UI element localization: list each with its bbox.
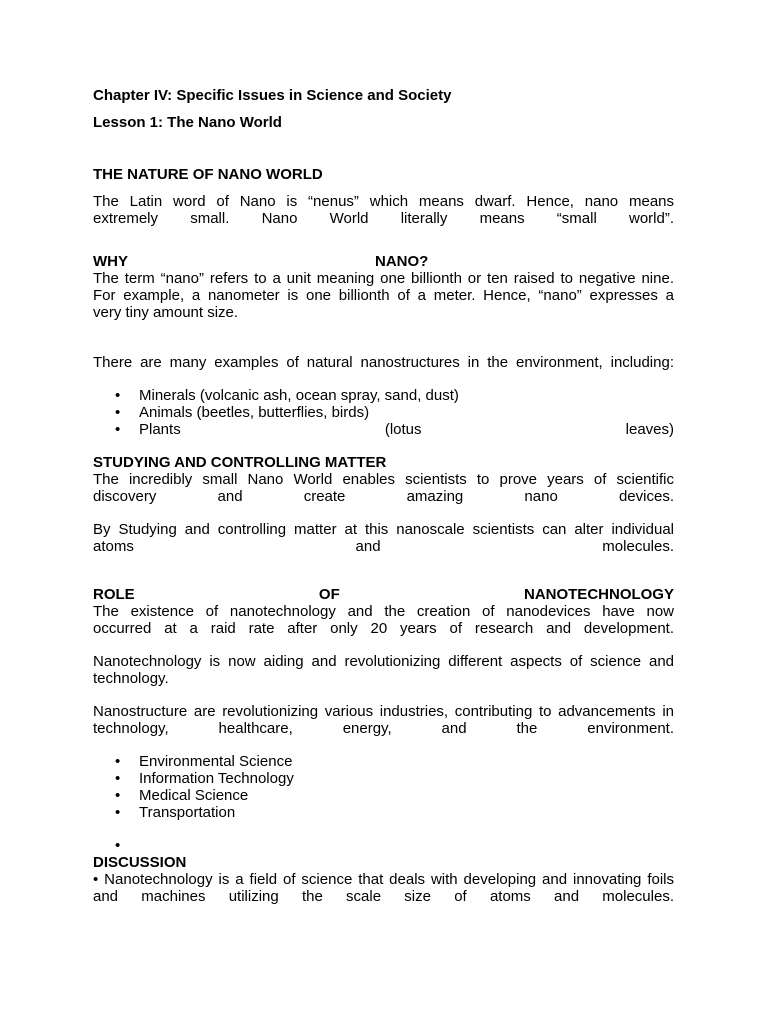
role-p2-line1: Nanotechnology is now aiding and revolutionizing different aspects of science and bbox=[93, 653, 674, 670]
list-item-empty bbox=[93, 837, 674, 854]
bullet-icon: • bbox=[115, 787, 121, 804]
lesson-title: Lesson 1: The Nano World bbox=[93, 114, 282, 131]
list-item-plants bbox=[93, 421, 674, 438]
studying-p2-line2: atoms and molecules. bbox=[93, 538, 674, 555]
role-p1-line1: The existence of nanotechnology and the creation of nanodevices have now bbox=[93, 603, 674, 620]
plants-word-2: (lotus bbox=[384, 421, 422, 438]
role-p1-line2: occurred at a raid rate after only 20 years of research and development. bbox=[93, 620, 674, 637]
bullet-icon: • bbox=[115, 421, 121, 438]
list-item-text: Environmental Science bbox=[139, 753, 293, 770]
list-item-text: Medical Science bbox=[139, 787, 249, 804]
nature-text-line2: extremely small. Nano World literally means “small world”. bbox=[93, 210, 674, 227]
examples-intro: There are many examples of natural nanostructures in the environment, including: bbox=[93, 354, 674, 371]
role-p3-line2: technology, healthcare, energy, and the environment. bbox=[93, 720, 674, 737]
chapter-title: Chapter IV: Specific Issues in Science and Society bbox=[93, 87, 452, 104]
document-content bbox=[93, 87, 674, 905]
section-heading-discussion: DISCUSSION bbox=[93, 854, 187, 871]
role-p3-line1: Nanostructure are revolutionizing various industries, contributing to advancements in bbox=[93, 703, 674, 720]
bullet-icon: • bbox=[115, 770, 121, 787]
list-item bbox=[93, 787, 674, 804]
plants-row bbox=[139, 421, 674, 438]
plants-word-3: leaves) bbox=[625, 421, 674, 438]
studying-p1-line2: discovery and create amazing nano devices. bbox=[93, 488, 674, 505]
plants-word-1: Plants bbox=[139, 421, 181, 438]
section-heading-why bbox=[93, 253, 674, 270]
examples-list bbox=[93, 387, 674, 438]
discussion-line1: • Nanotechnology is a field of science that deals with developing and innovating foils bbox=[93, 871, 674, 888]
list-item-text: Information Technology bbox=[139, 770, 294, 787]
studying-p1-line1: The incredibly small Nano World enables scientists to prove years of scientific bbox=[93, 471, 674, 488]
why-text-line2: For example, a nanometer is one billionth of a meter. Hence, “nano” expresses a bbox=[93, 287, 674, 304]
section-heading-nature: THE NATURE OF NANO WORLD bbox=[93, 166, 323, 183]
list-item-text: Minerals (volcanic ash, ocean spray, sand, dust) bbox=[139, 387, 459, 404]
role-p2-line2: technology. bbox=[93, 670, 169, 687]
role-heading-word-2: OF bbox=[318, 586, 340, 603]
bullet-icon: • bbox=[115, 837, 121, 854]
section-heading-studying: STUDYING AND CONTROLLING MATTER bbox=[93, 454, 387, 471]
discussion-line2: and machines utilizing the scale size of atoms and molecules. bbox=[93, 888, 674, 905]
section-heading-role bbox=[93, 586, 674, 603]
role-heading-word-3: NANOTECHNOLOGY bbox=[523, 586, 674, 603]
list-item bbox=[93, 804, 674, 821]
studying-p2-line1: By Studying and controlling matter at this nanoscale scientists can alter individual bbox=[93, 521, 674, 538]
list-item bbox=[93, 753, 674, 770]
bullet-icon: • bbox=[115, 804, 121, 821]
industries-list bbox=[93, 753, 674, 854]
list-item-text: Animals (beetles, butterflies, birds) bbox=[139, 404, 370, 421]
bullet-icon: • bbox=[115, 404, 121, 421]
why-heading-right: NANO? bbox=[375, 253, 429, 270]
why-heading-left: WHY bbox=[93, 253, 128, 270]
nature-text-line1: The Latin word of Nano is “nenus” which means dwarf. Hence, nano means bbox=[93, 193, 674, 210]
list-item bbox=[93, 404, 674, 421]
why-text-line1: The term “nano” refers to a unit meaning one billionth or ten raised to negative nine. bbox=[93, 270, 674, 287]
role-heading-word-1: ROLE bbox=[93, 586, 135, 603]
why-text-line3: very tiny amount size. bbox=[93, 304, 239, 321]
list-item bbox=[93, 770, 674, 787]
list-item bbox=[93, 387, 674, 404]
bullet-icon: • bbox=[115, 753, 121, 770]
list-item-text: Transportation bbox=[139, 804, 236, 821]
bullet-icon: • bbox=[115, 387, 121, 404]
